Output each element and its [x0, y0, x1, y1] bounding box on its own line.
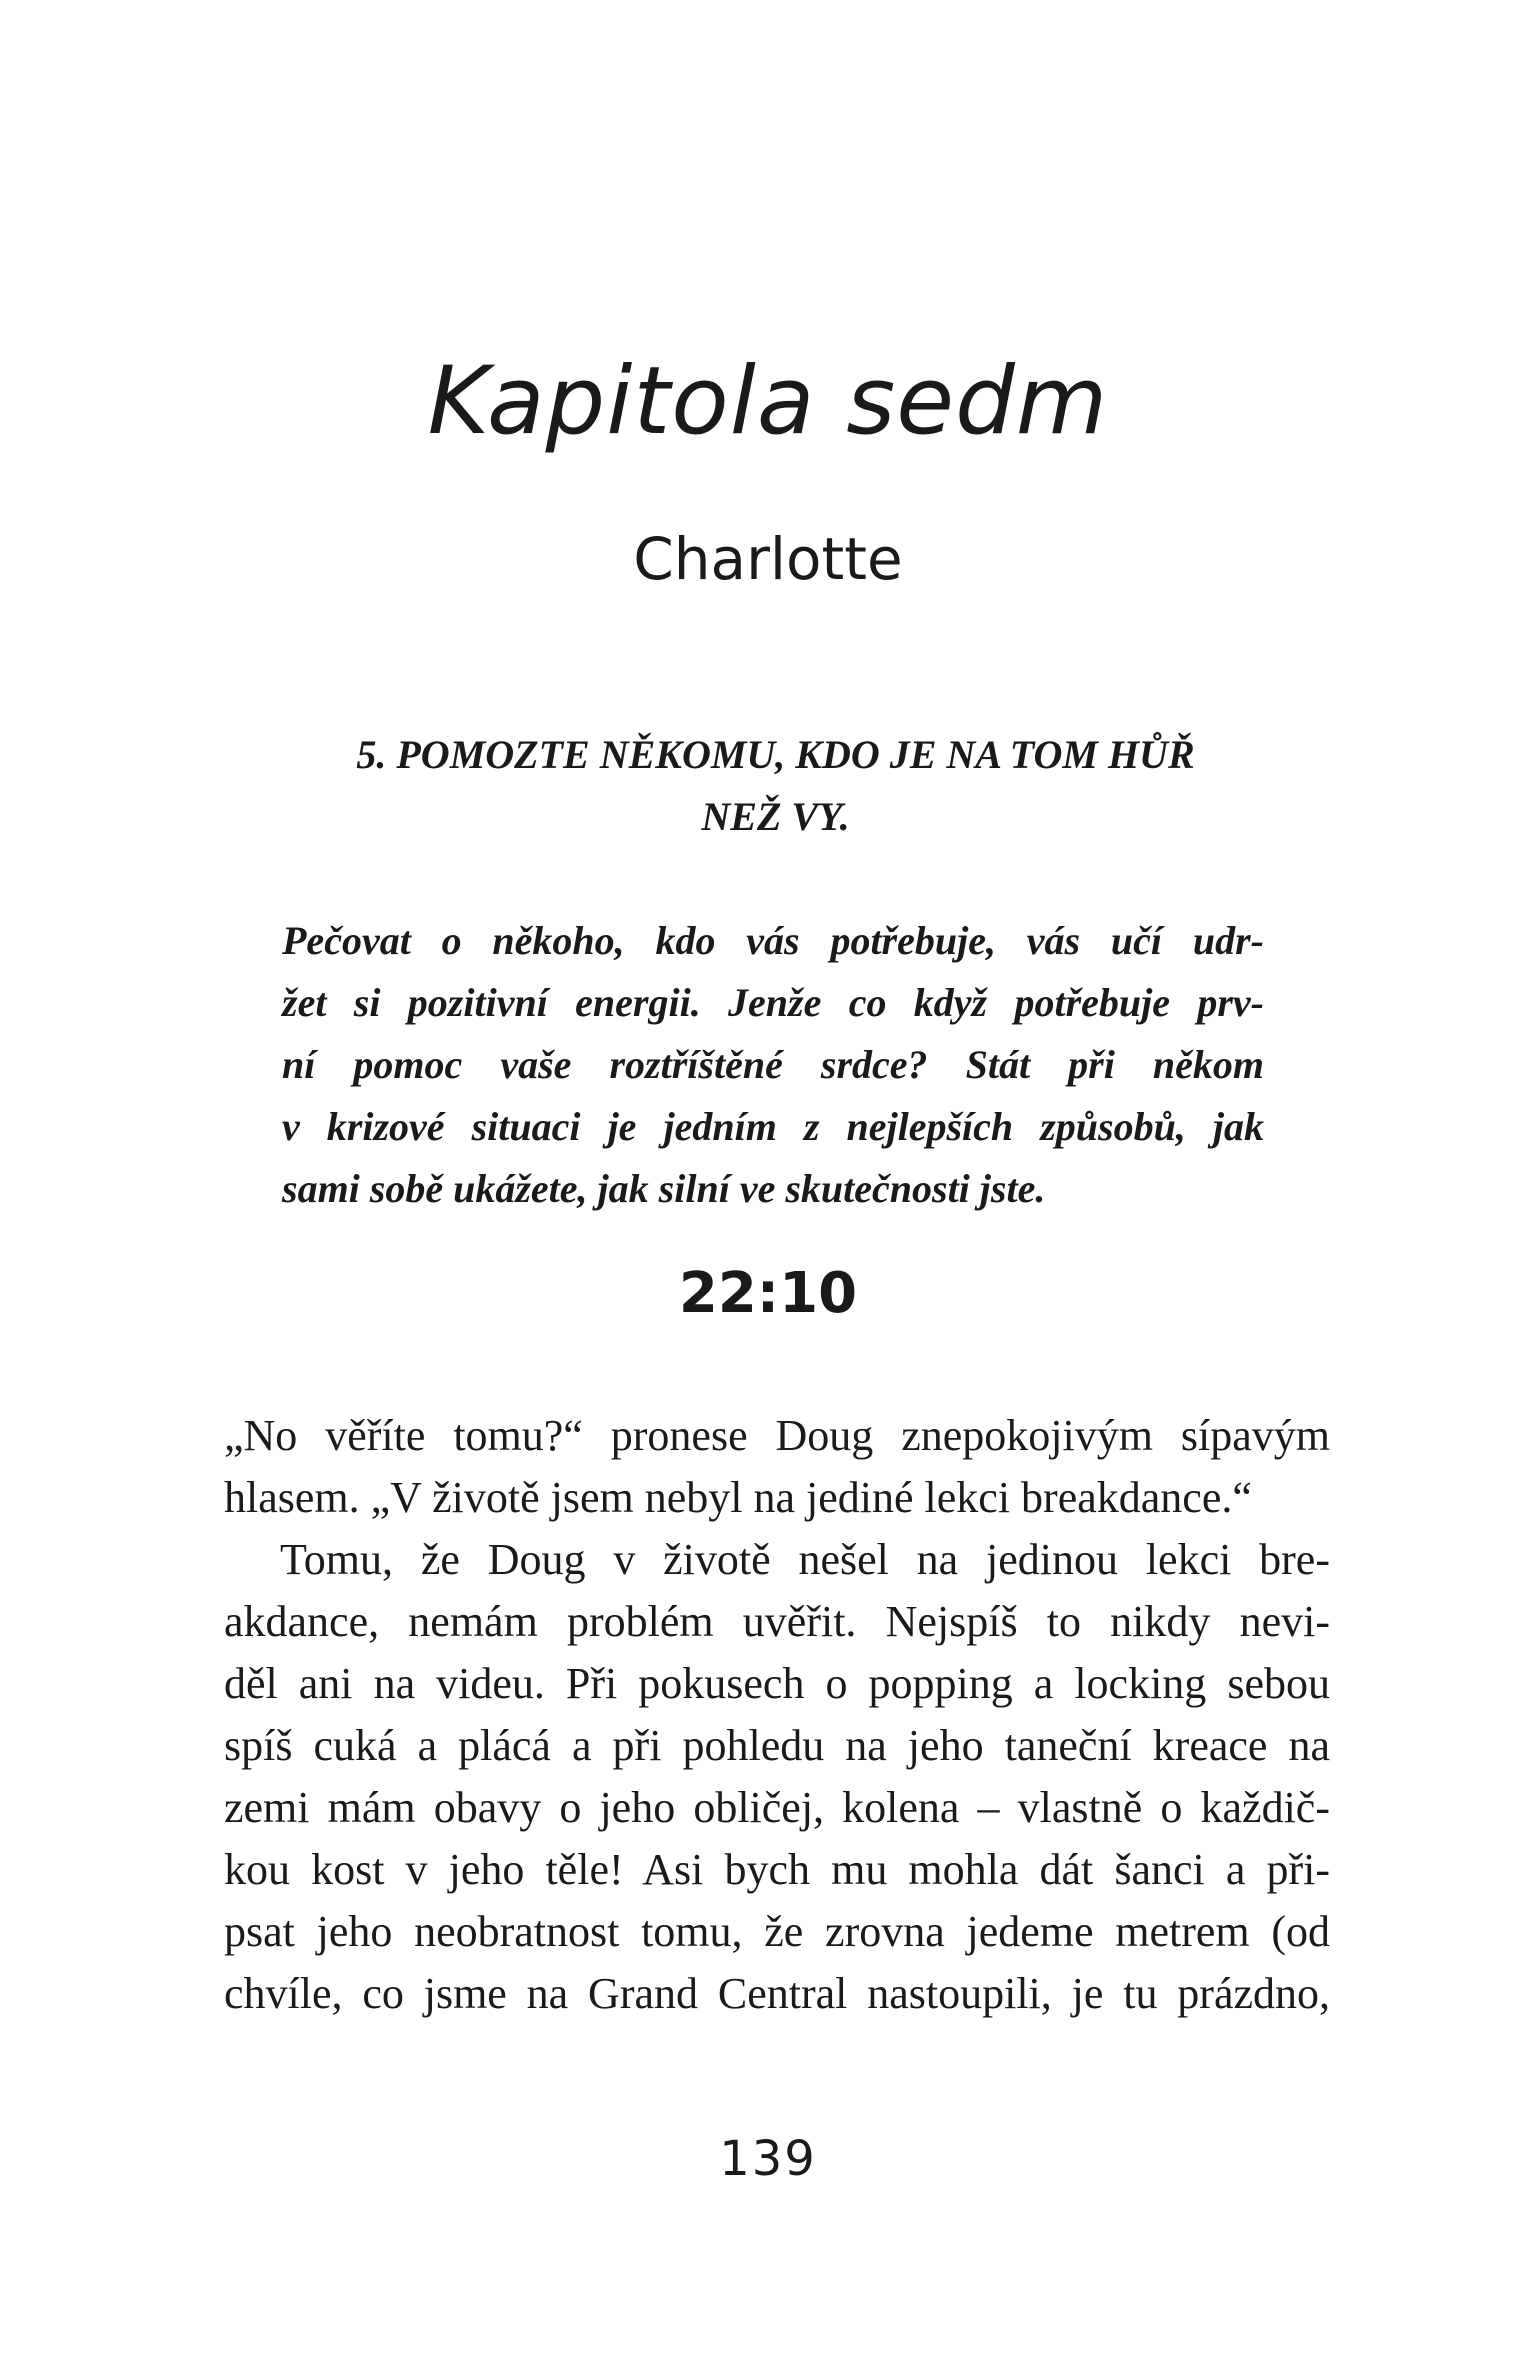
- intro-line: žet si pozitivní energii. Jenže co když potřebuje prv-: [282, 980, 1264, 1025]
- chapter-title: Kapitola sedm: [427, 347, 1109, 456]
- body-line: spíš cuká a plácá a při pohledu na jeho taneční kreace na: [224, 1721, 1330, 1770]
- body-line: děl ani na videu. Při pokusech o popping a locking sebou: [224, 1659, 1330, 1708]
- body-line: zemi mám obavy o jeho obličej, kolena – vlastně o každič-: [224, 1783, 1330, 1832]
- intro-line: Pečovat o někoho, kdo vás potřebuje, vás učí udr-: [282, 918, 1264, 963]
- rule-heading: [288, 724, 1263, 848]
- body-line: Tomu, že Doug v životě nešel na jedinou lekci bre-: [280, 1535, 1330, 1584]
- intro-paragraph: [282, 910, 1264, 1220]
- intro-line: v krizové situaci je jedním z nejlepších způsobů, jak: [282, 1104, 1264, 1149]
- rule-heading-line: 5. POMOZTE NĚKOMU, KDO JE NA TOM HŮŘ: [356, 732, 1195, 777]
- intro-line: sami sobě ukážete, jak silní ve skutečnosti jste.: [282, 1166, 1046, 1211]
- body-line: psat jeho neobratnost tomu, že zrovna jedeme metrem (od: [224, 1907, 1330, 1956]
- rule-heading-line: NEŽ VY.: [701, 794, 850, 839]
- body-line: chvíle, co jsme na Grand Central nastoupili, je tu prázdno,: [224, 1969, 1330, 2018]
- chapter-subtitle: Charlotte: [633, 525, 903, 593]
- body-line: „No věříte tomu?“ pronese Doug znepokojivým sípavým: [224, 1411, 1330, 1460]
- body-line: kou kost v jeho těle! Asi bych mu mohla dát šanci a při-: [224, 1845, 1330, 1894]
- body-text: [224, 1405, 1330, 2025]
- body-line: hlasem. „V životě jsem nebyl na jediné lekci breakdance.“: [224, 1473, 1252, 1522]
- intro-line: ní pomoc vaše roztříštěné srdce? Stát při někom: [282, 1042, 1264, 1087]
- time-heading: 22:10: [678, 1261, 858, 1326]
- page-number: 139: [719, 2131, 817, 2187]
- body-line: akdance, nemám problém uvěřit. Nejspíš to nikdy nevi-: [224, 1597, 1330, 1646]
